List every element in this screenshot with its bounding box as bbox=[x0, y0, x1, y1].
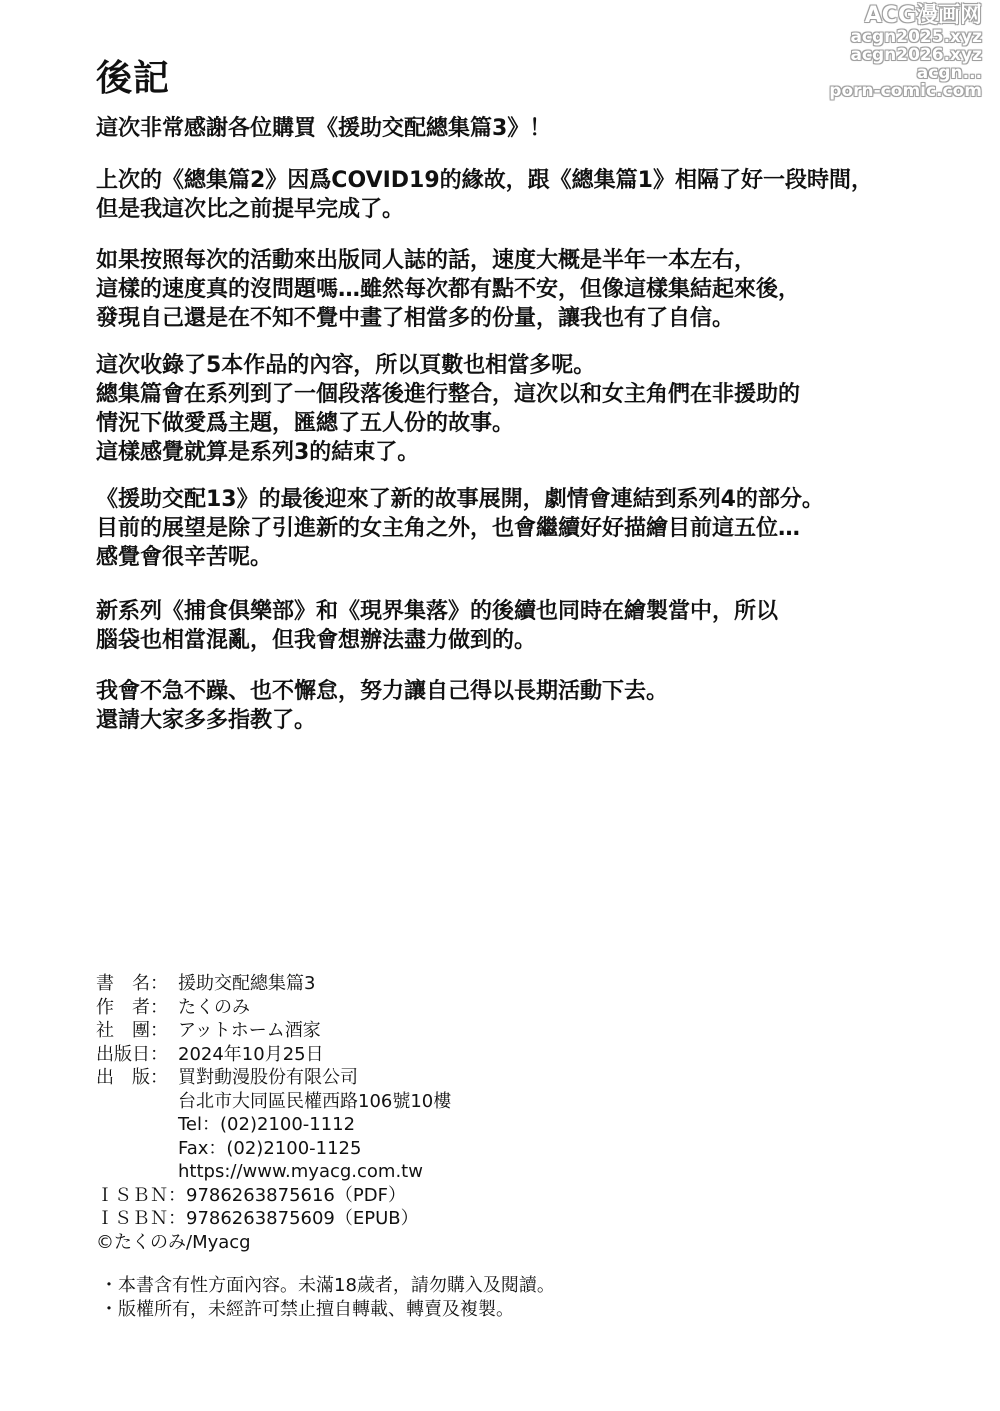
colophon-isbn-epub-row bbox=[96, 1207, 451, 1231]
colophon-tel: Tel：(02)2100-1112 bbox=[178, 1114, 356, 1135]
watermark-line: acgn2025.xyz bbox=[850, 27, 982, 47]
colophon-date-row bbox=[96, 1043, 451, 1067]
paragraph-line: 腦袋也相當混亂，但我會想辦法盡力做到的。 bbox=[96, 628, 537, 653]
colophon-copyright: ©たくのみ/Myacg bbox=[96, 1231, 251, 1253]
paragraph-line: 感覺會很辛苦呢。 bbox=[96, 545, 273, 570]
colophon-label: 出版日： bbox=[96, 1043, 168, 1065]
colophon-url: https://www.myacg.com.tw bbox=[178, 1161, 423, 1182]
afterword-paragraph-7 bbox=[96, 677, 668, 735]
colophon-label: ＩＳＢＮ： bbox=[96, 1184, 186, 1206]
colophon-address: 台北市大同區民權西路106號10樓 bbox=[178, 1090, 452, 1112]
colophon-value: たくのみ bbox=[178, 996, 250, 1018]
paragraph-line: 還請大家多多指教了。 bbox=[96, 708, 317, 733]
colophon-label: 書 名： bbox=[96, 973, 168, 994]
watermark-brand: ACG漫画网 bbox=[864, 3, 982, 28]
colophon-value: 9786263875609（EPUB） bbox=[186, 1208, 419, 1229]
afterword-paragraph-2 bbox=[96, 166, 873, 224]
afterword-paragraph-1 bbox=[96, 114, 551, 143]
paragraph-line: 這次收錄了5本作品的內容，所以頁數也相當多呢。 bbox=[96, 353, 596, 378]
paragraph-line: 如果按照每次的活動來出版同人誌的話，速度大概是半年一本左右， bbox=[96, 248, 757, 273]
legal-note: ・本書含有性方面內容。未滿18歲者，請勿購入及閱讀。 bbox=[100, 1275, 555, 1296]
colophon-fax: Fax：(02)2100-1125 bbox=[178, 1137, 362, 1159]
colophon-value: 援助交配總集篇3 bbox=[178, 973, 316, 994]
colophon-publisher-row bbox=[96, 1066, 451, 1090]
paragraph-line: 目前的展望是除了引進新的女主角之外，也會繼續好好描繪目前這五位… bbox=[96, 516, 801, 541]
colophon-circle-row bbox=[96, 1019, 451, 1043]
watermark-line: acgn... bbox=[916, 63, 982, 83]
colophon-label: ＩＳＢＮ： bbox=[96, 1208, 186, 1229]
legal-note: ・版權所有，未經許可禁止擅自轉載、轉賣及複製。 bbox=[100, 1299, 514, 1320]
paragraph-line: 這樣的速度真的沒問題嗎…雖然每次都有點不安，但像這樣集結起來後， bbox=[96, 277, 801, 302]
legal-notes bbox=[100, 1274, 555, 1322]
colophon-label: 出 版： bbox=[96, 1067, 168, 1088]
watermark-line: porn-comic.com bbox=[829, 81, 982, 101]
colophon-isbn-pdf-row bbox=[96, 1184, 451, 1208]
paragraph-line: 新系列《捕食俱樂部》和《現界集落》的後續也同時在繪製當中，所以 bbox=[96, 599, 779, 624]
paragraph-line: 這樣感覺就算是系列3的結束了。 bbox=[96, 440, 420, 465]
paragraph-line: 但是我這次比之前提早完成了。 bbox=[96, 197, 405, 222]
afterword-paragraph-5 bbox=[96, 485, 824, 572]
site-watermark bbox=[829, 4, 982, 100]
colophon-value: 2024年10月25日 bbox=[178, 1043, 324, 1065]
watermark-line: acgn2026.xyz bbox=[850, 45, 982, 65]
afterword-paragraph-3 bbox=[96, 246, 800, 333]
paragraph-line: 情況下做愛爲主題，匯總了五人份的故事。 bbox=[96, 411, 515, 436]
page-title: 後記 bbox=[96, 58, 171, 99]
paragraph-line: 我會不急不躁、也不懈怠，努力讓自己得以長期活動下去。 bbox=[96, 679, 669, 704]
paragraph-line: 這次非常感謝各位購買《援助交配總集篇3》！ bbox=[96, 116, 552, 141]
paragraph-line: 總集篇會在系列到了一個段落後進行整合，這次以和女主角們在非援助的 bbox=[96, 382, 801, 407]
colophon-value: 買對動漫股份有限公司 bbox=[178, 1067, 358, 1088]
paragraph-line: 《援助交配13》的最後迎來了新的故事展開，劇情會連結到系列4的部分。 bbox=[96, 487, 824, 512]
colophon-value: アットホーム酒家 bbox=[178, 1020, 321, 1041]
colophon-label: 社 團： bbox=[96, 1020, 168, 1041]
colophon-author-row bbox=[96, 996, 451, 1020]
afterword-paragraph-6 bbox=[96, 597, 778, 655]
paragraph-line: 發現自己還是在不知不覺中畫了相當多的份量，讓我也有了自信。 bbox=[96, 306, 735, 331]
colophon-label: 作 者： bbox=[96, 996, 168, 1018]
colophon bbox=[96, 972, 451, 1254]
colophon-value: 9786263875616（PDF） bbox=[186, 1184, 406, 1206]
paragraph-line: 上次的《總集篇2》因爲COVID19的緣故，跟《總集篇1》相隔了好一段時間， bbox=[96, 168, 873, 193]
colophon-title-row bbox=[96, 972, 451, 996]
afterword-paragraph-4 bbox=[96, 351, 800, 467]
